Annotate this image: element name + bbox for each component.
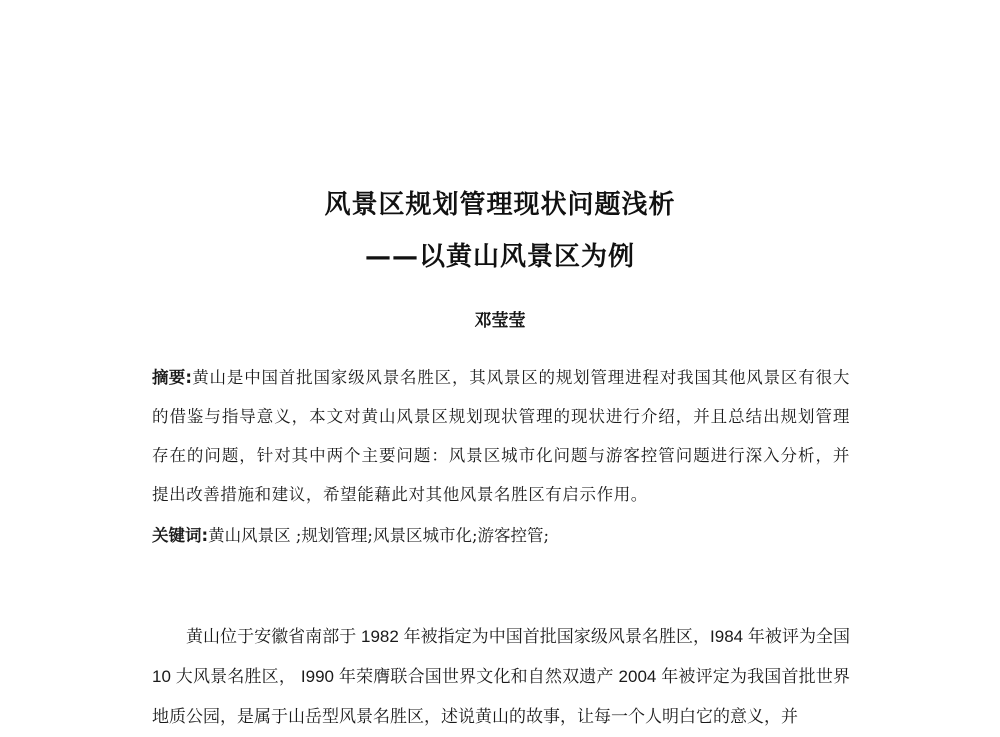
keywords-label: 关键词: xyxy=(152,526,209,545)
abstract-text: 黄山是中国首批国家级风景名胜区，其风景区的规划管理进程对我国其他风景区有很大的借鉴与指导意义，本文对黄山风景区规划现状管理的现状进行介绍，并且总结出规划管理存在的问题，针对其中两个主要问题：风景区城市化问题与游客控管问题进行深入分析，并提出改善措施和建议，希望能藉此对其他风景名胜区有启示作用。 xyxy=(152,368,850,504)
author-name: 邓莹莹 xyxy=(474,311,526,331)
body-paragraph: 黄山位于安徽省南部于 1982 年被指定为中国首批国家级风景名胜区，I984 年被评为全国 10 大风景名胜区， I990 年荣膺联合国世界文化和自然双遗产 2004 年被评定为我国首批世界地质公园，是属于山岳型风景名胜区，述说黄山的故事，让每一个人明白它的意义，并 xyxy=(152,627,850,726)
abstract-label: 摘要: xyxy=(152,368,193,387)
keywords-text: 黄山风景区 ;规划管理;风景区城市化;游客控管; xyxy=(208,526,550,545)
paper-subtitle: ——以黄山风景区为例 xyxy=(364,242,635,272)
abstract xyxy=(152,358,850,514)
keywords xyxy=(152,516,850,555)
paper-title: 风景区规划管理现状问题浅析 xyxy=(324,190,676,220)
